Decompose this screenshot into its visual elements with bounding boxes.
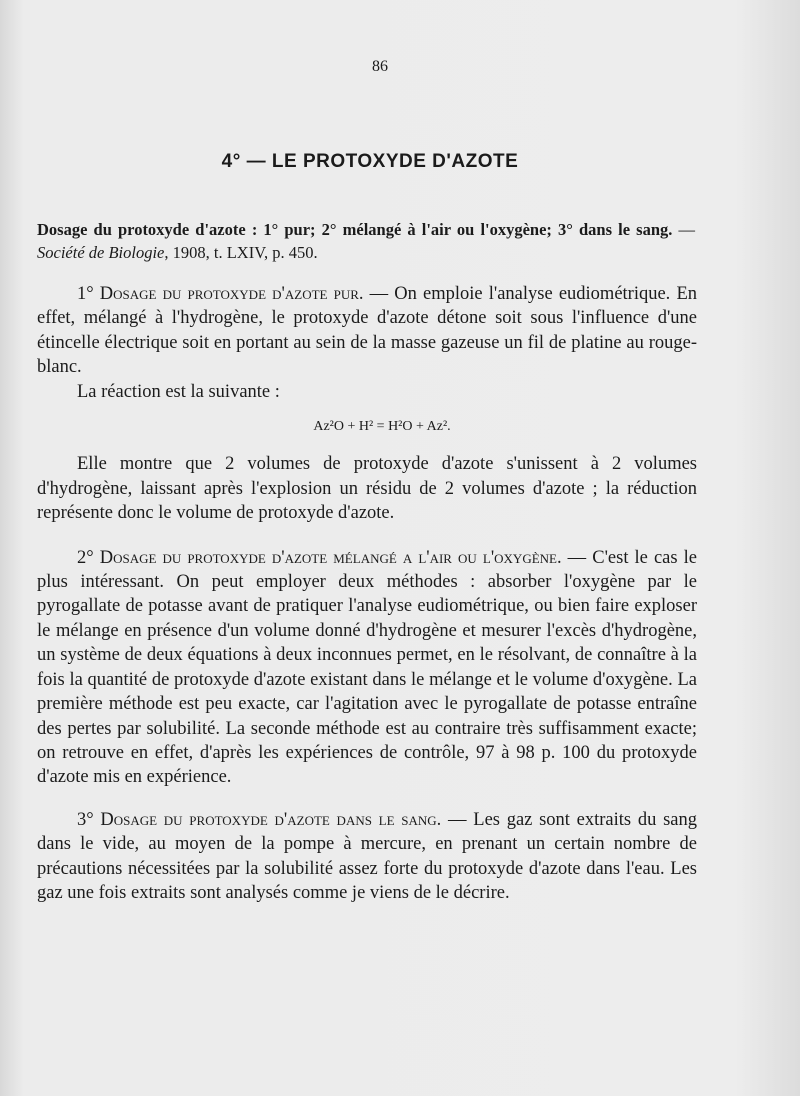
page-number: 86 xyxy=(372,58,388,75)
section1-text: — On emploie l'analyse eudiométrique. En effet, mélangé à l'hydrogène, le protoxyde d'azote détone soit sous l'influence d'une étincelle électrique soit en portant au sein de la masse gazeuse un fil de platine au rouge-blanc. xyxy=(37,284,697,378)
citation-title: Dosage du protoxyde d'azote : 1° pur; 2° mélangé à l'air ou l'oxygène; 3° dans le sang. xyxy=(37,220,673,239)
section1-heading: 1° Dosage du protoxyde d'azote pur. xyxy=(77,284,364,304)
section3-paragraph xyxy=(37,808,697,906)
citation xyxy=(37,218,695,264)
citation-rest: , 1908, t. LXIV, p. 450. xyxy=(164,243,318,262)
citation-dash: — xyxy=(672,220,696,239)
chapter-title: 4° — LE PROTOXYDE D'AZOTE xyxy=(221,151,519,172)
body-text xyxy=(37,282,697,905)
reaction-intro: La réaction est la suivante : xyxy=(77,381,280,402)
section1-conclusion: Elle montre que 2 volumes de protoxyde d'azote s'unissent à 2 volumes d'hydrogène, laissant après l'explosion un résidu de 2 volumes d'azote ; la réduction représente donc le volume de protoxyde d'azote. xyxy=(37,454,697,524)
section2-text: — C'est le cas le plus intéressant. On peut employer deux méthodes : absorber l'oxygène par le pyrogallate de potasse avant de pratiquer l'analyse eudiométrique, ou bien faire exploser le mélange en présence d'un volume donné d'hydrogène et mesurer l'excès d'hydrogène, un système de deux équations à deux inconnues permet, en le résolvant, de connaître à la fois la quantité de protoxyde d'azote existant dans le mélange et le volume d'oxygène. La première méthode est peu exacte, car l'agitation avec le pyrogallate de potasse entraîne des pertes par solubilité. La seconde méthode est au contraire très suffisamment exacte; on retrouve en effet, d'après les expériences de contrôle, 97 à 98 p. 100 du protoxyde d'azote mis en expérience. xyxy=(37,547,697,788)
citation-journal: Société de Biologie xyxy=(37,243,165,262)
section3-heading: 3° Dosage du protoxyde d'azote dans le sang. xyxy=(77,809,442,830)
section3-text: — Les gaz sont extraits du sang dans le vide, au moyen de la pompe à mercure, en prenant un certain nombre de précautions nécessitées par la solubilité assez forte du protoxyde d'azote dans l'eau. Les gaz une fois extraits sont analysés comme je viens de le décrire. xyxy=(37,809,697,903)
section1-paragraph xyxy=(37,282,697,380)
spacer xyxy=(37,526,697,546)
section2-paragraph xyxy=(37,546,697,790)
spacer xyxy=(37,790,697,808)
chemical-formula: Az²O + H² = H²O + Az². xyxy=(313,419,451,435)
section2-heading: 2° Dosage du protoxyde d'azote mélangé a l'air ou l'oxygène. xyxy=(77,547,562,568)
